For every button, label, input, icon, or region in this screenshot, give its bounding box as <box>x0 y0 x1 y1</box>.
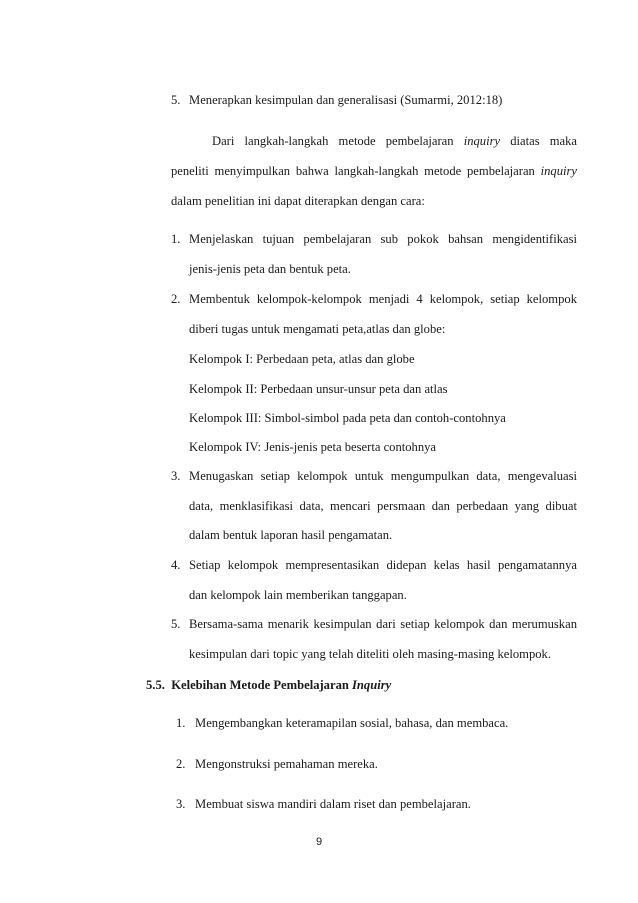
list-number: 3. <box>176 797 186 811</box>
list-item-text: Menerapkan kesimpulan dan generalisasi (Sumarmi, 2012:18) <box>189 93 503 107</box>
list-number: 2. <box>176 757 186 771</box>
list-item-text: diberi tugas untuk mengamati peta,atlas dan globe: <box>189 322 446 336</box>
group-line: Kelompok III: Simbol-simbol pada peta dan contoh-contohnya <box>189 411 506 425</box>
list-item-text: Menugaskan setiap kelompok untuk mengumpulkan data, mengevaluasi <box>189 469 577 483</box>
list-item-text: Setiap kelompok mempresentasikan didepan kelas hasil pengamatannya <box>189 558 577 572</box>
section-heading <box>146 678 391 693</box>
list-item-text: Mengonstruksi pemahaman mereka. <box>195 757 378 771</box>
group-line: Kelompok I: Perbedaan peta, atlas dan globe <box>189 352 415 366</box>
list-item-text: Mengembangkan keteramapilan sosial, bahasa, dan membaca. <box>195 716 509 730</box>
paragraph-line: dalam penelitian ini dapat diterapkan dengan cara: <box>171 194 425 208</box>
list-number: 1. <box>171 232 181 246</box>
list-number: 5. <box>171 617 181 631</box>
list-item-text: Membuat siswa mandiri dalam riset dan pembelajaran. <box>195 797 471 811</box>
list-number: 3. <box>171 469 181 483</box>
group-line: Kelompok II: Perbedaan unsur-unsur peta dan atlas <box>189 382 448 396</box>
paragraph-line: peneliti menyimpulkan bahwa langkah-langkah metode pembelajaran inquiry <box>171 164 577 178</box>
list-item-text: Bersama-sama menarik kesimpulan dari setiap kelompok dan merumuskan <box>189 617 577 631</box>
list-item-text: Menjelaskan tujuan pembelajaran sub pokok bahsan mengidentifikasi <box>189 232 577 246</box>
list-number: 1. <box>176 716 186 730</box>
list-item-text: jenis-jenis peta dan bentuk peta. <box>189 262 351 276</box>
list-item-text: data, menklasifikasi data, mencari persmaan dan perbedaan yang dibuat <box>189 499 577 513</box>
list-number: 2. <box>171 292 181 306</box>
list-number: 5. <box>171 93 181 107</box>
list-number: 4. <box>171 558 181 572</box>
list-item-text: dan kelompok lain memberikan tanggapan. <box>189 588 407 602</box>
section-number: 5.5. <box>146 678 165 692</box>
section-title: Kelebihan Metode Pembelajaran Inquiry <box>171 678 392 692</box>
paragraph-line: Dari langkah-langkah metode pembelajaran inquiry diatas maka <box>212 134 577 148</box>
list-item-text: Membentuk kelompok-kelompok menjadi 4 kelompok, setiap kelompok <box>189 292 577 306</box>
page-number: 9 <box>315 836 323 848</box>
list-item-text: dalam bentuk laporan hasil pengamatan. <box>189 528 393 542</box>
list-item-text: kesimpulan dari topic yang telah diteliti oleh masing-masing kelompok. <box>189 647 551 661</box>
group-line: Kelompok IV: Jenis-jenis peta beserta contohnya <box>189 440 437 454</box>
